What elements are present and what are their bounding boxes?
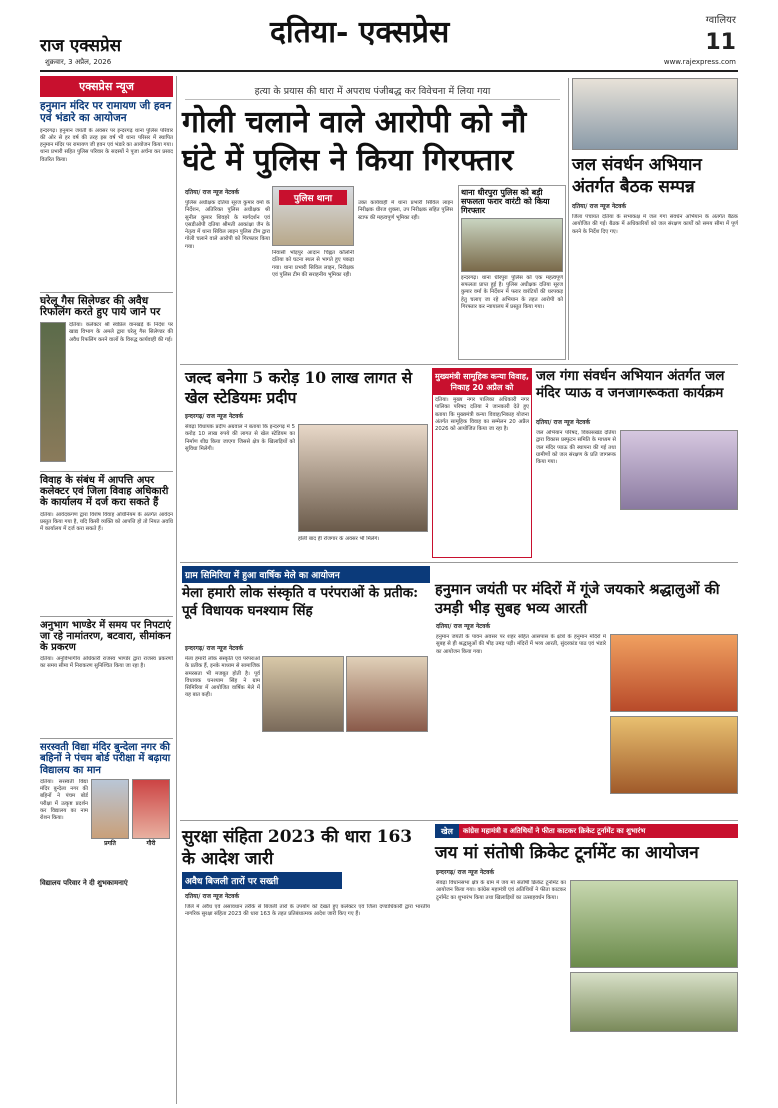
jal2-headline[interactable]: जल गंगा संवर्धन अभियान अंतर्गत जल मंदिर प्याऊ व जनजागरूकता कार्यक्रम: [536, 368, 725, 401]
masthead-rule: [40, 70, 738, 72]
jal2-byline: दतिया/ राज न्यूज नेटवर्क: [536, 419, 591, 426]
city-label: ग्वालियर: [705, 15, 736, 26]
cricket-body: सेवढ़ा विधानसभा क्षेत्र के ग्राम में जय मां संतोषी क्रिकेट टूर्नामेंट का आयोजन किया गया। कांग्रेस महामंत्री एवं अतिथियों ने फीता काटकर टूर्नामेंट का शुभारंभ किया तथा खिलाड़ियों का उत्साहवर्धन किया।: [436, 880, 566, 901]
cricket-byline: इन्दरगढ़/ राज न्यूज नेटवर्क: [436, 869, 495, 876]
dhirpura-photo: [461, 218, 563, 272]
sidebar-story-4-body: दतिया। अनुविभागीय अधिकारी राजस्व भाण्डेर द्वारा राजस्व प्रकरणों का समय सीमा में निराकरण सुनिश्चित किया जा रहा है।: [40, 656, 173, 670]
dhirpura-box: [458, 185, 566, 360]
cricket-headline[interactable]: जय मां संतोषी क्रिकेट टूर्नामेंट का आयोजन: [435, 843, 699, 863]
sidebar-story-5-section: विद्यालय परिवार ने दी शुभकामनाएं: [40, 878, 128, 887]
mela-photo-1: [262, 656, 344, 732]
police-station-photo: [272, 186, 354, 246]
stadium-body: सेवढ़ा विधायक प्रदीप अग्रवाल ने बताया कि इन्दरगढ़ में 5 करोड़ 10 लाख रुपये की लागत से खेल स्टेडियम का निर्माण शीघ्र किया जाएगा जिससे क्षेत्र के खिलाड़ियों को सुविधा मिलेगी।: [185, 424, 295, 452]
student-photo-1: [91, 779, 129, 839]
cricket-header: [435, 824, 738, 838]
stadium-headline[interactable]: जल्द बनेगा 5 करोड़ 10 लाख लागत से खेल स्टेडियमः प्रदीप: [185, 368, 413, 407]
vivah-box: [432, 368, 532, 558]
stadium-byline: इन्दरगढ़/ राज न्यूज नेटवर्क: [185, 413, 244, 420]
vivah-kicker[interactable]: मुख्यमंत्री सामूहिक कन्या विवाह, निकाह 20 अप्रैल को: [433, 369, 531, 395]
sidebar-story-3-title[interactable]: विवाह के संबंध में आपत्ति अपर कलेक्टर एवं जिला विवाह अधिकारी के कार्यालय में दर्ज करा सकते हैं: [40, 471, 173, 509]
masthead: [0, 0, 778, 66]
hanuman-photo-2: [610, 716, 738, 794]
stadium-caption: होली बाद ही रोजगार के अवसर भी मिलेंगे।: [298, 536, 380, 542]
mela-byline: इन्दरगढ़/ राज न्यूज नेटवर्क: [185, 645, 244, 652]
stadium-photo: [298, 424, 428, 532]
rule-row2: [180, 364, 738, 365]
sidebar: [40, 76, 173, 1104]
lead-col-3: उक्त कार्यवाही में थाना प्रभारी सिविल लाइन निरीक्षक धीरज शुक्ला, उप निरीक्षक सहित पुलिस स्टाफ की महत्वपूर्ण भूमिका रही।: [358, 200, 453, 221]
cricket-section: खेल: [435, 824, 459, 838]
mela-body: मेला हमारी लोक संस्कृति एवं परंपराओं के प्रतीक हैं, इनके माध्यम से सामाजिक समरसता भी मजबूत होती है। पूर्व विधायक घनश्याम सिंह ने ग्राम सिमिरिया में आयोजित वार्षिक मेले में यह बात कही।: [185, 656, 260, 699]
sidebar-story-1-title[interactable]: हनुमान मंदिर पर रामायण जी हवन एवं भंडारे का आयोजन: [40, 100, 172, 124]
mela-photo-2: [346, 656, 428, 732]
sidebar-story-3-body: दतिया। आवेदकगण द्वारा विशेष विवाह अधिनियम के अंतर्गत आवेदन प्रस्तुत किया गया है, यदि किसी व्यक्ति को आपत्ति हो तो नियत अवधि में कार्यालय में दर्ज करा सकते हैं।: [40, 511, 173, 533]
vivah-body: दतिया। मुख्य नगर पालिका अधिकारी नगर पालिका परिषद दतिया ने जानकारी देते हुए बताया कि मुख्यमंत्री कन्या विवाह/निकाह योजना अंतर्गत सामूहिक विवाह का सम्मेलन 20 अप्रैल 2026 को आयोजित किया जा रहा है।: [435, 397, 529, 433]
cricket-photo-1: [570, 880, 738, 968]
brand-logo[interactable]: राज एक्सप्रेस: [40, 36, 122, 56]
sidebar-story-5-body: दतिया। सरस्वती विद्या मंदिर बुन्देला नगर की बहिनों ने पंचम बोर्ड परीक्षा में उत्कृष्ट प्रदर्शन कर विद्यालय का नाम रोशन किया।: [40, 778, 88, 822]
page-number: 11: [705, 30, 736, 55]
student-caption-1: प्रगति: [104, 839, 116, 847]
suraksha-headline[interactable]: सुरक्षा संहिता 2023 की धारा 163 के आदेश जारी: [182, 827, 413, 869]
cricket-kicker: कांग्रेस महामंत्री व अतिथियों ने फीता काटकर क्रिकेट टूर्नामेंट का शुभारंभ: [462, 827, 646, 835]
police-station-sign: पुलिस थाना: [279, 190, 347, 205]
hanuman-photo-1: [610, 634, 738, 712]
jal1-body: जिला पंचायत दतिया के सभाकक्ष में जल गंगा संवर्धन अभियान के अंतर्गत बैठक आयोजित की गई। बैठक में अधिकारियों को जल संरक्षण कार्यों को समय सीमा में पूर्ण करने के निर्देश दिए गए।: [572, 214, 738, 235]
lead-kicker: हत्या के प्रयास की धारा में अपराध पंजीबद्ध कर विवेचना में लिया गया: [185, 84, 560, 100]
suraksha-body: जिले में अवैध एवं असावधान तरीके से बिजली तारों के उपयोग को देखते हुए कलेक्टर एवं जिला दण्डाधिकारी द्वारा भारतीय नागरिक सुरक्षा संहिता 2023 की धारा 163 के तहत प्रतिबंधात्मक आदेश जारी किए गए हैं।: [185, 904, 430, 918]
divider-jal1: [568, 78, 569, 360]
hanuman-byline: दतिया/ राज न्यूज नेटवर्क: [436, 623, 491, 630]
suraksha-byline: दतिया/ राज न्यूज नेटवर्क: [185, 893, 240, 900]
sidebar-story-2-title[interactable]: घरेलू गैस सिलेण्डर की अवैध रिफलिंग करते हुए पाये जाने पर: [40, 292, 173, 320]
date: शुक्रवार, 3 अप्रैल, 2026: [45, 58, 112, 66]
lead-col-1: पुलिस अधीक्षक दतिया सूरज कुमार वर्मा के निर्देशन, अतिरिक्त पुलिस अधीक्षक श्री सुनील कुमार शिवहरे के मार्गदर्शन एवं एसडीओपी दतिया श्रीमती आकांक्षा जैन के नेतृत्व में थाना सिविल लाइन पुलिस टीम द्वारा गोली चलाने वाले आरोपी को गिरफ्तार किया गया।: [185, 200, 270, 250]
hanuman-body: हनुमान जयंती के पावन अवसर पर शहर सहित आसपास के क्षेत्रों के हनुमान मंदिरों में सुबह से ही श्रद्धालुओं की भीड़ उमड़ पड़ी। मंदिरों में भव्य आरती, सुंदरकांड पाठ एवं भंडारे का आयोजन किया गया।: [436, 634, 606, 655]
jal1-byline: दतिया/ राज न्यूज नेटवर्क: [572, 203, 627, 210]
suraksha-kicker: अवैध बिजली तारों पर सख्ती: [182, 872, 342, 889]
jal2-photo: [620, 430, 738, 510]
sidebar-label: एक्सप्रेस न्यूज: [40, 76, 173, 97]
sidebar-story-2-body: दतिया। कलेक्टर श्री स्वप्निल वानखड़े के निर्देश पर खाद्य विभाग के अमले द्वारा घरेलू गैस सिलेण्डर की अवैध रिफलिंग करने वालों के विरुद्ध कार्यवाही की गई।: [69, 322, 173, 343]
jal1-headline[interactable]: जल संवर्धन अभियान अंतर्गत बैठक सम्पन्न: [572, 155, 702, 197]
hanuman-headline[interactable]: हनुमान जयंती पर मंदिरों में गूंजे जयकारे श्रद्धालुओं की उमड़ी भीड़ सुबह भव्य आरती: [435, 581, 720, 617]
gas-cylinder-photo: [40, 322, 66, 462]
student-photo-2: [132, 779, 170, 839]
lead-col-2: निवासी भोड़पुर आदान चिह्नत कॉलोनी दतिया को घटना स्थल से भागते हुए पकड़ा गया। थाना प्रभारी सिविल लाइन, निरीक्षक एवं पुलिस टीम की सराहनीय भूमिका रही।: [272, 250, 354, 278]
dhirpura-title[interactable]: थाना धीरपुरा पुलिस को बड़ी सफलता फरार वारंटी को किया गिरफ्तार: [461, 187, 550, 215]
mela-kicker: ग्राम सिमिरिया में हुआ वार्षिक मेले का आयोजन: [182, 566, 430, 583]
lead-byline: दतिया/ राज न्यूज नेटवर्क: [185, 189, 240, 196]
lead-headline[interactable]: गोली चलाने वाले आरोपी को नौ घंटे में पुलिस ने किया गिरफ्तार: [182, 105, 527, 178]
sidebar-divider: [176, 76, 177, 1104]
dhirpura-body: इन्दरगढ़। थाना धीरपुरा पुलिस को एक महत्वपूर्ण सफलता प्राप्त हुई है। पुलिस अधीक्षक दतिया सूरज कुमार वर्मा के निर्देशन में फरार वारंटियों की धरपकड़ हेतु चलाए जा रहे अभियान के तहत आरोपी को गिरफ्तार कर न्यायालय में प्रस्तुत किया गया।: [461, 274, 563, 311]
mela-headline[interactable]: मेला हमारी लोक संस्कृति व परंपराओं के प्रतीक: पूर्व विधायक घनश्याम सिंह: [182, 585, 419, 619]
rule-row4: [180, 820, 738, 821]
student-caption-2: गौरी: [146, 839, 156, 847]
meeting-photo: [572, 78, 738, 150]
website[interactable]: www.rajexpress.com: [663, 58, 736, 66]
cricket-photo-2: [570, 972, 738, 1032]
rule-row3: [180, 562, 738, 563]
sidebar-story-4-title[interactable]: अनुभाग भाण्डेर में समय पर निपटाएं जा रहे नामांतरण, बटवारा, सीमांकन के प्रकरण: [40, 616, 173, 654]
sidebar-story-1-body: इन्दरगढ़। हनुमान जयंती के अवसर पर इन्दरगढ़ थाना पुलिस परिवार की ओर से हर वर्ष की तरह इस वर्ष भी थाना परिसर में स्थापित हनुमान मंदिर पर रामायण जी हवन एवं भंडारे का आयोजन किया गया। थाना प्रभारी सहित पुलिस परिवार के सदस्यों ने पूजा अर्चना कर प्रसाद वितरित किया।: [40, 127, 173, 163]
jal2-body: जल अभियान परिषद, विकासखंड दतिया द्वारा विकास प्रस्फुटन समिति के माध्यम से जल मंदिर प्याऊ की स्थापना की गई तथा ग्रामीणों को जल संरक्षण के प्रति जागरूक किया गया।: [536, 430, 616, 466]
sidebar-story-5-title[interactable]: सरस्वती विद्या मंदिर बुन्देला नगर की बहिनों ने पंचम बोर्ड परीक्षा में बढ़ाया विद्यालय का मान: [40, 738, 173, 776]
edition-title: दतिया- एक्सप्रेस: [270, 15, 450, 50]
